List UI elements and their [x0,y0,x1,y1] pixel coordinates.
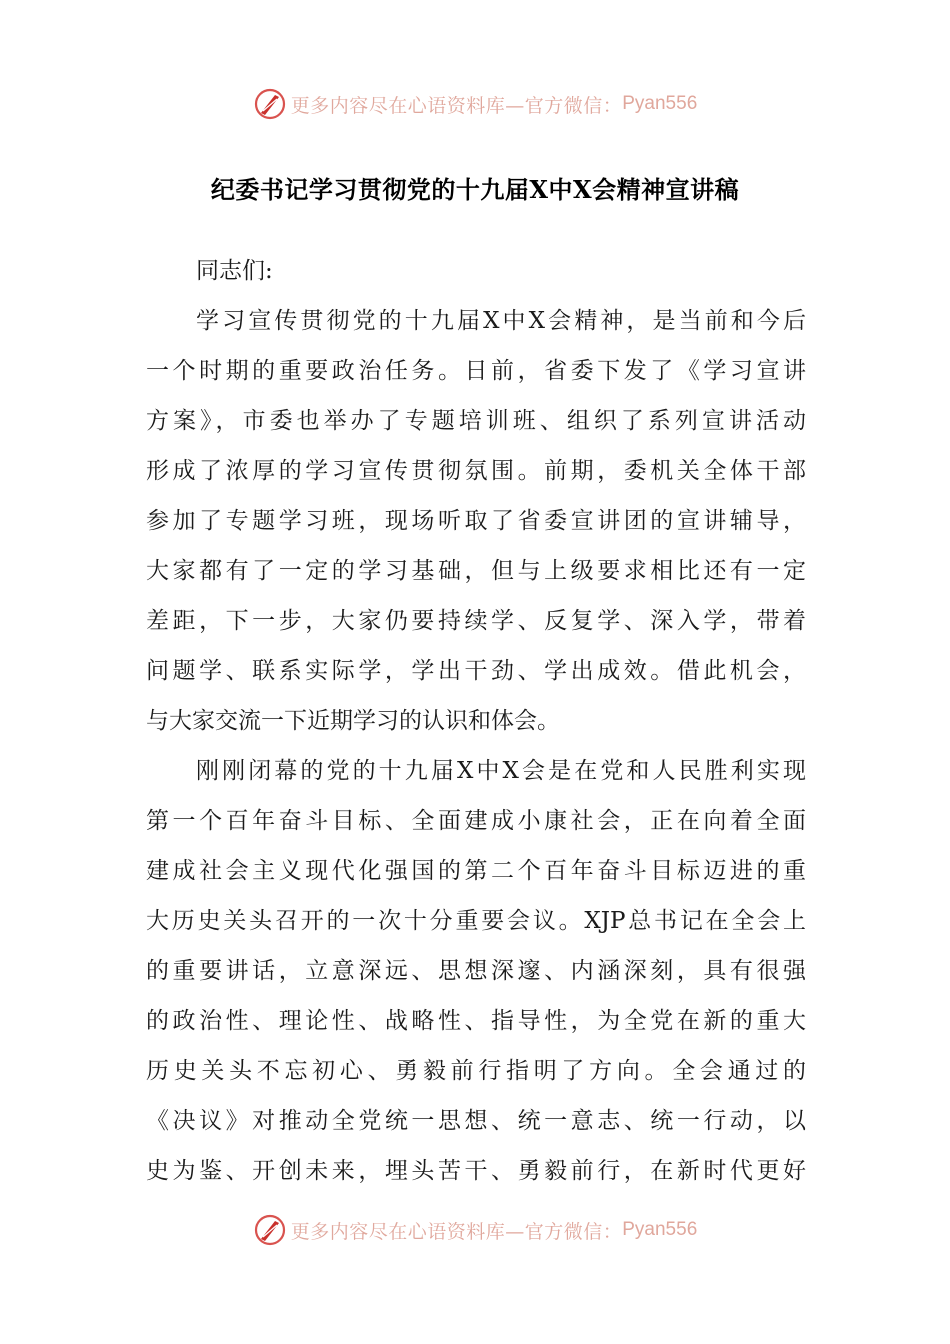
text-line: 问题学、联系实际学，学出干劲、学出成效。借此机会， [146,658,806,684]
text-line: 大家都有了一定的学习基础，但与上级要求相比还有一定 [146,558,806,584]
footer-banner [0,1210,950,1250]
text-line: 一个时期的重要政治任务。日前，省委下发了《学习宣讲 [146,358,806,384]
text-line: 方案》，市委也举办了专题培训班、组织了系列宣讲活动 [146,408,806,434]
quill-logo-icon [253,1213,287,1247]
text-line: 《决议》对推动全党统一思想、统一意志、统一行动，以 [146,1108,806,1134]
document-body [146,246,806,1196]
banner-text: 更多内容尽在心语资料库—官方微信： [290,94,623,117]
quill-logo-icon [253,87,287,121]
text-line: 建成社会主义现代化强国的第二个百年奋斗目标迈进的重 [146,858,806,884]
text-line: 参加了专题学习班，现场听取了省委宣讲团的宣讲辅导， [146,508,806,534]
text-line: 的政治性、理论性、战略性、指导性，为全党在新的重大 [146,1008,806,1034]
text-line: 差距，下一步，大家仍要持续学、反复学、深入学，带着 [146,608,806,634]
text-line: 形成了浓厚的学习宣传贯彻氛围。前期，委机关全体干部 [146,458,806,484]
text-line: 的重要讲话，立意深远、思想深邃、内涵深刻，具有很强 [146,958,806,984]
text-line: 刚刚闭幕的党的十九届X中X会是在党和人民胜利实现 [196,758,806,784]
text-line: 第一个百年奋斗目标、全面建成小康社会，正在向着全面 [146,808,806,834]
text-line: 史为鉴、开创未来，埋头苦干、勇毅前行，在新时代更好 [146,1158,806,1184]
banner-wechat-id: Pyan556 [622,1219,698,1240]
banner-wechat-id: Pyan556 [622,93,698,114]
header-banner [0,84,950,124]
text-line: 大历史关头召开的一次十分重要会议。XJP总书记在全会上 [146,908,806,934]
text-line: 历史关头不忘初心、勇毅前行指明了方向。全会通过的 [146,1058,806,1084]
text-line: 与大家交流一下近期学习的认识和体会。 [146,708,560,734]
text-line: 学习宣传贯彻党的十九届X中X会精神，是当前和今后 [196,308,806,334]
banner-text: 更多内容尽在心语资料库—官方微信： [290,1220,623,1243]
text-line: 同志们: [196,258,273,284]
document-title: 纪委书记学习贯彻党的十九届X中X会精神宣讲稿 [210,175,740,204]
